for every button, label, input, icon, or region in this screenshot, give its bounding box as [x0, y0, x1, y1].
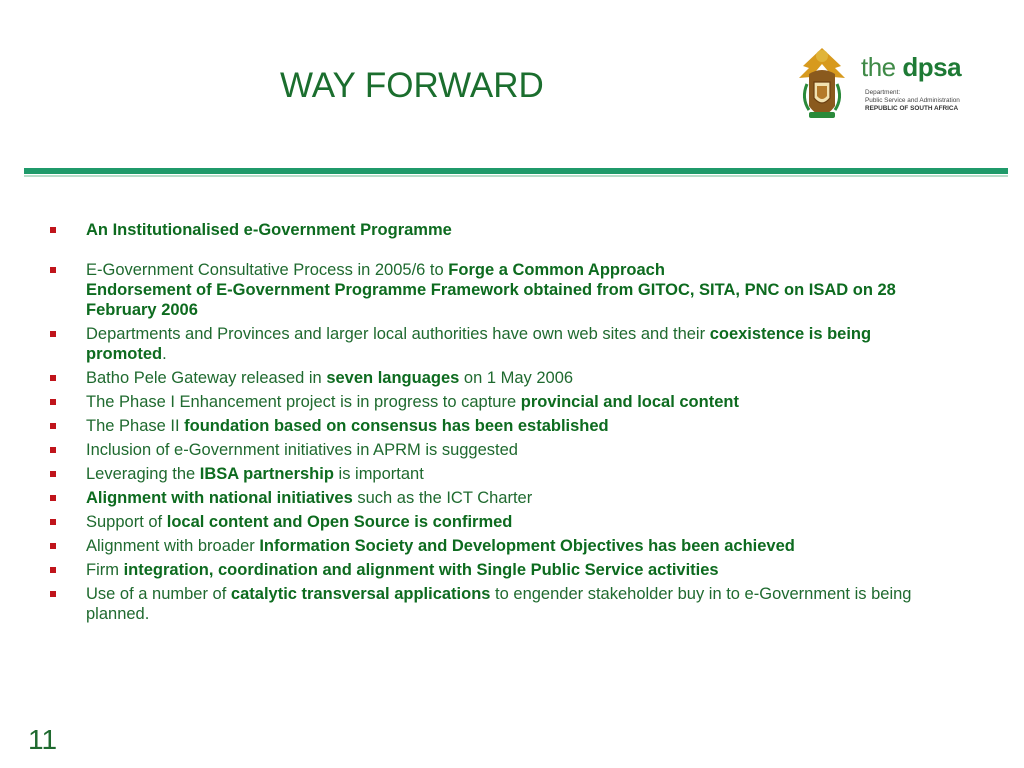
- bullet-text: to engender stakeholder buy in to e-Government is being planned.: [86, 585, 912, 623]
- bullet-text-bold: local content and Open Source is confirmed: [166, 513, 513, 531]
- bullet-item: [50, 488, 950, 508]
- dpsa-wordmark: [861, 52, 961, 83]
- bullet-item: [50, 464, 950, 484]
- bullet-text: on 1 May 2006: [459, 369, 574, 387]
- logo-caption-line1: Department:: [865, 89, 901, 96]
- bullet-text-bold: catalytic transversal applications: [230, 585, 491, 603]
- bullet-text-bold: coexistence is being promoted: [86, 325, 872, 363]
- bullet-text: Alignment with broader: [86, 537, 260, 555]
- bullet-text: Departments and Provinces and larger local authorities have own web sites and their: [86, 325, 710, 343]
- wordmark-the: the: [861, 52, 896, 82]
- bullet-text-bold: Forge a Common Approach: [448, 261, 665, 279]
- bullet-square-icon: [50, 375, 56, 381]
- bullet-item: [50, 536, 950, 556]
- bullet-square-icon: [50, 543, 56, 549]
- bullet-text-bold: An Institutionalised e-Government Programme: [86, 221, 452, 239]
- bullet-text: such as the ICT Charter: [352, 489, 533, 507]
- bullet-text-bold: Information Society and Development Objectives has been achieved: [259, 537, 795, 555]
- bullet-text-bold: foundation based on consensus has been established: [184, 417, 609, 435]
- header-divider: [24, 168, 1008, 174]
- coat-of-arms-icon: [795, 44, 849, 126]
- bullet-text-bold: seven languages: [326, 369, 460, 387]
- bullet-text: is important: [333, 465, 424, 483]
- page-number: 11: [28, 724, 58, 755]
- bullet-square-icon: [50, 495, 56, 501]
- bullet-text: Leveraging the: [86, 465, 200, 483]
- bullet-text-bold: IBSA partnership: [199, 465, 334, 483]
- bullet-item: [50, 416, 950, 436]
- bullet-square-icon: [50, 471, 56, 477]
- bullet-item: [50, 324, 950, 364]
- bullet-item: [50, 512, 950, 532]
- bullet-text: The Phase I Enhancement project is in progress to capture: [86, 393, 521, 411]
- bullet-text-bold: Endorsement of E-Government Programme Framework obtained from GITOC, SITA, PNC on ISAD on 28 February 2006: [86, 281, 896, 319]
- bullet-text: Batho Pele Gateway released in: [86, 369, 327, 387]
- bullet-text: Firm: [86, 561, 124, 579]
- bullet-item: [50, 368, 950, 388]
- bullet-square-icon: [50, 591, 56, 597]
- bullet-item: [50, 440, 950, 460]
- bullet-item: [50, 220, 950, 240]
- bullet-square-icon: [50, 267, 56, 273]
- slide-title: WAY FORWARD: [280, 66, 544, 105]
- dpsa-logo: [795, 44, 995, 126]
- bullet-text: The Phase II: [86, 417, 185, 435]
- bullet-text: E-Government Consultative Process in 2005/6 to: [86, 261, 449, 279]
- logo-caption: [865, 89, 960, 113]
- bullet-square-icon: [50, 519, 56, 525]
- header-divider-shadow: [24, 175, 1008, 177]
- bullet-item: [50, 260, 950, 320]
- logo-caption-line2: Public Service and Administration: [865, 97, 960, 104]
- bullet-item: [50, 584, 950, 624]
- bullet-square-icon: [50, 447, 56, 453]
- bullet-text: Inclusion of e-Government initiatives in APRM is suggested: [86, 441, 518, 459]
- bullet-item: [50, 392, 950, 412]
- bullet-square-icon: [50, 399, 56, 405]
- wordmark-dpsa: dpsa: [902, 52, 962, 82]
- bullet-text-bold: Alignment with national initiatives: [86, 489, 353, 507]
- bullet-item: [50, 560, 950, 580]
- bullet-text: .: [162, 345, 167, 363]
- bullet-list: [50, 220, 950, 628]
- bullet-text-bold: provincial and local content: [520, 393, 739, 411]
- bullet-square-icon: [50, 567, 56, 573]
- bullet-square-icon: [50, 423, 56, 429]
- bullet-text: Support of: [86, 513, 167, 531]
- bullet-text-bold: integration, coordination and alignment with Single Public Service activities: [123, 561, 719, 579]
- bullet-square-icon: [50, 331, 56, 337]
- logo-caption-line3: REPUBLIC OF SOUTH AFRICA: [865, 105, 959, 112]
- bullet-square-icon: [50, 227, 56, 233]
- bullet-text: Use of a number of: [86, 585, 231, 603]
